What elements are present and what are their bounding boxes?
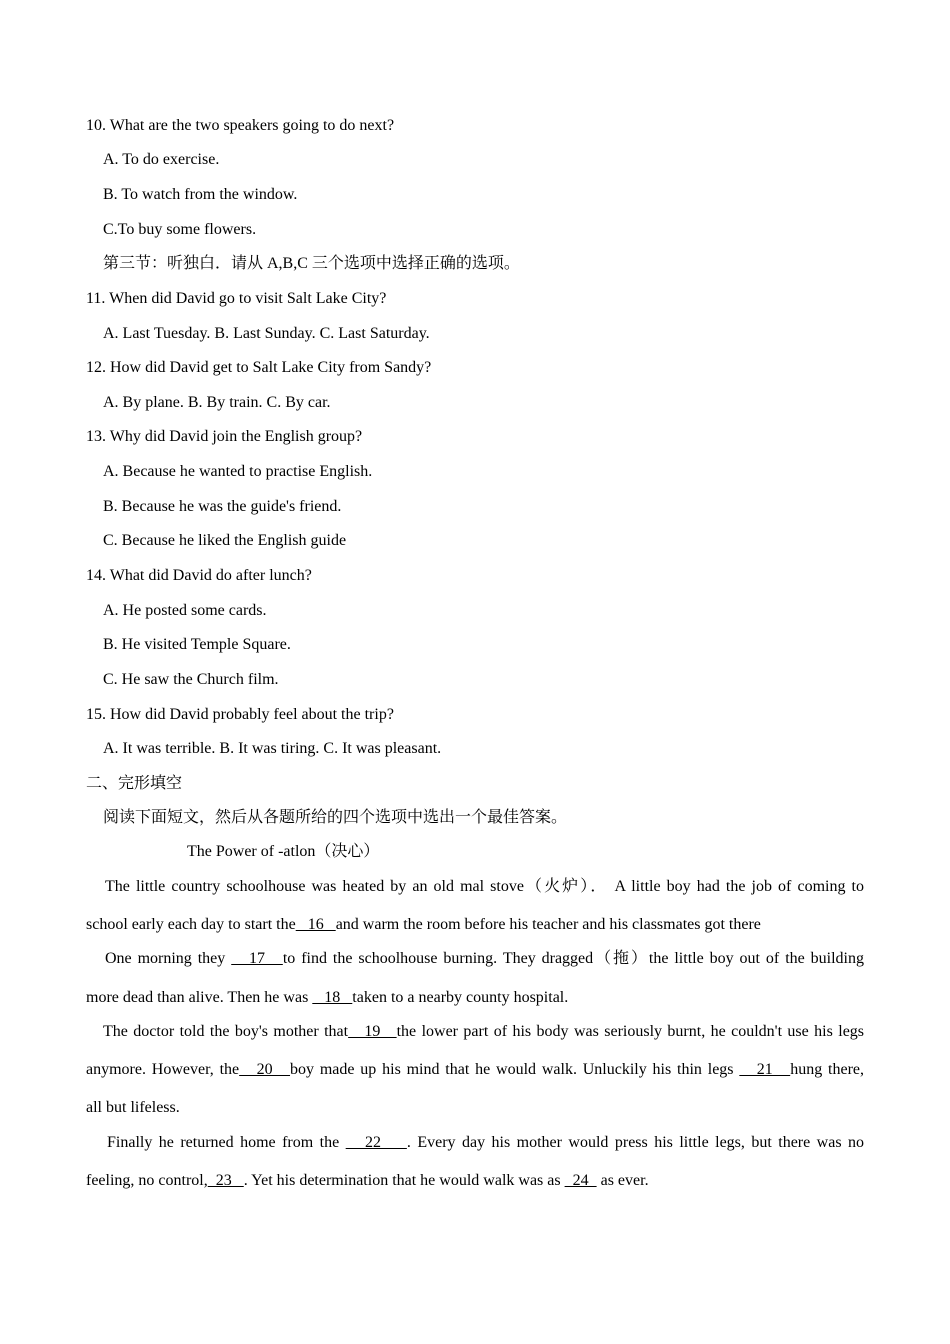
q10-option-c: C.To buy some flowers. xyxy=(103,221,257,238)
part2-heading: 二、完形填空 xyxy=(86,775,183,792)
passage-p3-line2 xyxy=(86,1060,864,1080)
q13-option-b: B. Because he was the guide's friend. xyxy=(103,498,342,515)
blank-19: 19 xyxy=(348,1023,397,1040)
q10-option-a: A. To do exercise. xyxy=(103,151,220,168)
q13-question: 13. Why did David join the English group? xyxy=(86,428,363,445)
q11-question: 11. When did David go to visit Salt Lake City? xyxy=(86,290,387,307)
text: taken to a nearby county hospital. xyxy=(352,989,569,1006)
q12-question: 12. How did David get to Salt Lake City from Sandy? xyxy=(86,359,432,376)
text: . Yet his determination that he would walk was as xyxy=(243,1172,565,1189)
text: and warm the room before his teacher and his classmates got there xyxy=(335,916,761,933)
blank-20: 20 xyxy=(239,1061,291,1078)
passage-p2-line2 xyxy=(86,988,568,1008)
text: Finally he returned home from the xyxy=(107,1134,346,1151)
text: as ever. xyxy=(596,1172,649,1189)
text: One morning they xyxy=(105,950,232,967)
blank-21: 21 xyxy=(739,1061,791,1078)
blank-16: 16 xyxy=(295,916,336,933)
passage-p3-line3: all but lifeless. xyxy=(86,1099,180,1116)
blank-22: 22 xyxy=(345,1134,407,1151)
text: school early each day to start the xyxy=(86,916,296,933)
blank-18: 18 xyxy=(312,989,353,1006)
text: anymore. However, the xyxy=(86,1061,240,1078)
passage-p2-line1 xyxy=(86,949,864,969)
text: the lower part of his body was seriously burnt, he couldn't use his legs xyxy=(396,1023,865,1040)
passage-p1-line2 xyxy=(86,915,761,935)
q14-option-a: A. He posted some cards. xyxy=(103,602,267,619)
passage-p4-line2 xyxy=(86,1171,649,1191)
text: The doctor told the boy's mother that xyxy=(103,1023,349,1040)
blank-17: 17 xyxy=(231,950,283,967)
section3-heading: 第三节：听独白．请从 A,B,C 三个选项中选择正确的选项。 xyxy=(103,255,520,272)
q13-option-c: C. Because he liked the English guide xyxy=(103,532,347,549)
passage-p3-line1 xyxy=(86,1022,864,1042)
q15-question: 15. How did David probably feel about the trip? xyxy=(86,706,394,723)
blank-23: 23 xyxy=(207,1172,244,1189)
passage-p4-line1 xyxy=(86,1133,864,1153)
q14-option-b: B. He visited Temple Square. xyxy=(103,636,291,653)
text: feeling, no control, xyxy=(86,1172,208,1189)
q10-question: 10. What are the two speakers going to do next? xyxy=(86,117,395,134)
text: more dead than alive. Then he was xyxy=(86,989,313,1006)
text: hung there, xyxy=(790,1061,864,1078)
text: boy made up his mind that he would walk. Unluckily his thin legs xyxy=(290,1061,740,1078)
q11-options: A. Last Tuesday. B. Last Sunday. C. Last Saturday. xyxy=(103,325,430,342)
blank-24: 24 xyxy=(564,1172,597,1189)
q14-option-c: C. He saw the Church film. xyxy=(103,671,279,688)
text: . Every day his mother would press his little legs, but there was no xyxy=(406,1134,865,1151)
q13-option-a: A. Because he wanted to practise English. xyxy=(103,463,373,480)
q12-options: A. By plane. B. By train. C. By car. xyxy=(103,394,331,411)
passage-title: The Power of -atlon（决心） xyxy=(187,843,380,860)
q15-options: A. It was terrible. B. It was tiring. C. It was pleasant. xyxy=(103,740,442,757)
q14-question: 14. What did David do after lunch? xyxy=(86,567,312,584)
passage-p1-line1: The little country schoolhouse was heated by an old mal stove（火炉）． A little boy had the job of coming to xyxy=(105,878,864,895)
text: to find the schoolhouse burning. They dragged（拖）the little boy out of the building xyxy=(282,950,865,967)
part2-instruction: 阅读下面短文，然后从各题所给的四个选项中选出一个最佳答案。 xyxy=(103,809,568,826)
q10-option-b: B. To watch from the window. xyxy=(103,186,298,203)
